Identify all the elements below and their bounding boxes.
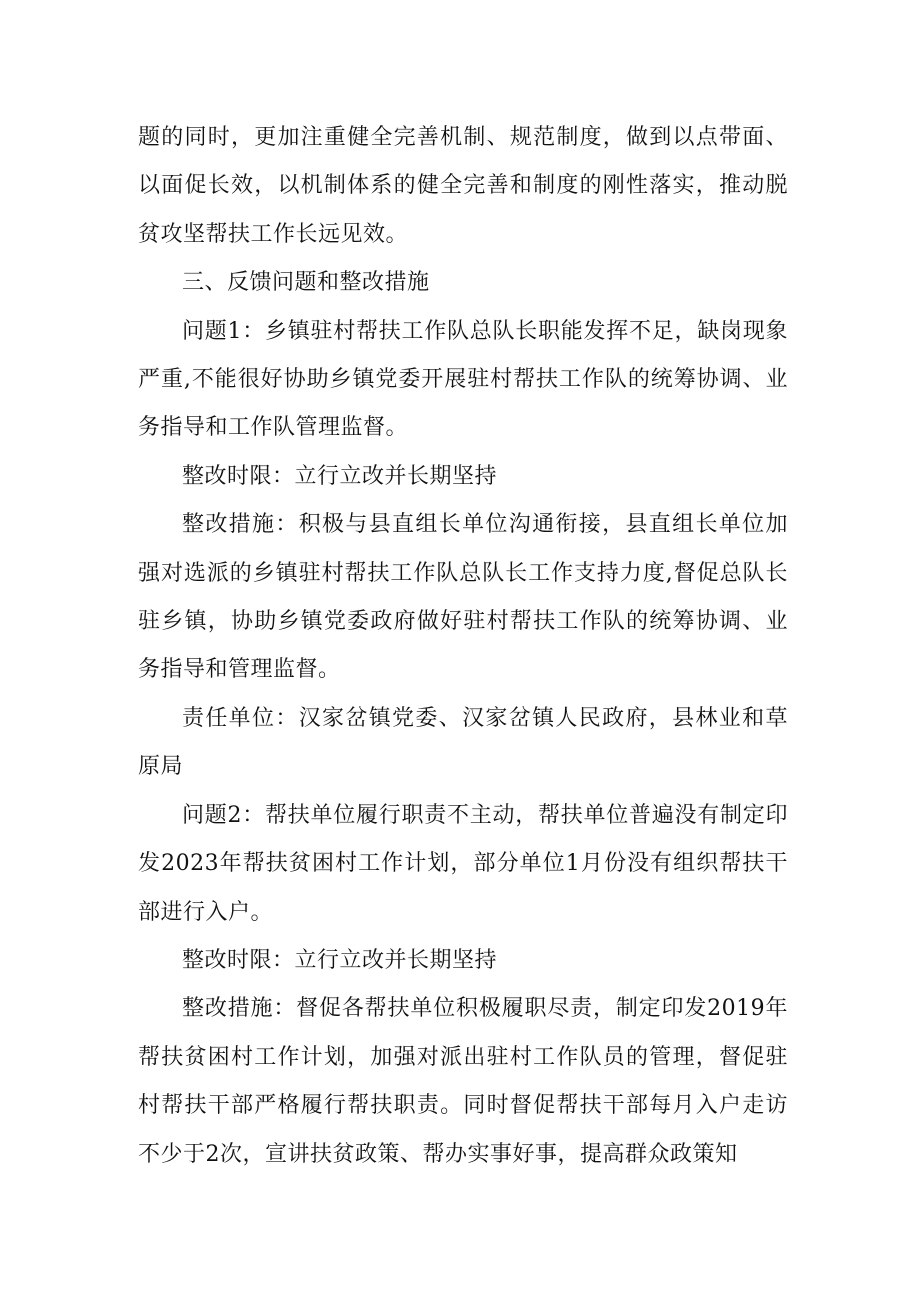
paragraph-issue-2: 问题2：帮扶单位履行职责不主动，帮扶单位普遍没有制定印发2023年帮扶贫困村工作计划，部分单位1月份没有组织帮扶干部进行入户。 xyxy=(138,802,788,925)
paragraph-measures-1: 整改措施：积极与县直组长单位沟通衔接，县直组长单位加强对选派的乡镇驻村帮扶工作队总队长工作支持力度,督促总队长驻乡镇，协助乡镇党委政府做好驻村帮扶工作队的统筹协调、业务指导和管理监督。 xyxy=(138,512,788,683)
paragraph-responsible-unit-1: 责任单位：汉家岔镇党委、汉家岔镇人民政府，县林业和草原局 xyxy=(138,705,788,780)
paragraph-measures-2: 整改措施：督促各帮扶单位积极履职尽责，制定印发2019年帮扶贫困村工作计划，加强对派出驻村工作队员的管理，督促驻村帮扶干部严格履行帮扶职责。同时督促帮扶干部每月入户走访不少于2次，宣讲扶贫政策、帮办实事好事，提高群众政策知 xyxy=(138,996,788,1167)
document-body xyxy=(138,114,788,1179)
paragraph-continuation: 题的同时，更加注重健全完善机制、规范制度，做到以点带面、以面促长效，以机制体系的健全完善和制度的刚性落实，推动脱贫攻坚帮扶工作长远见效。 xyxy=(138,125,788,247)
paragraph-issue-1: 问题1：乡镇驻村帮扶工作队总队长职能发挥不足，缺岗现象严重,不能很好协助乡镇党委开展驻村帮扶工作队的统筹协调、业务指导和工作队管理监督。 xyxy=(138,318,788,441)
paragraph-deadline-2: 整改时限：立行立改并长期坚持 xyxy=(182,947,498,973)
section-heading: 三、反馈问题和整改措施 xyxy=(182,270,430,296)
paragraph-deadline-1: 整改时限：立行立改并长期坚持 xyxy=(182,463,498,489)
